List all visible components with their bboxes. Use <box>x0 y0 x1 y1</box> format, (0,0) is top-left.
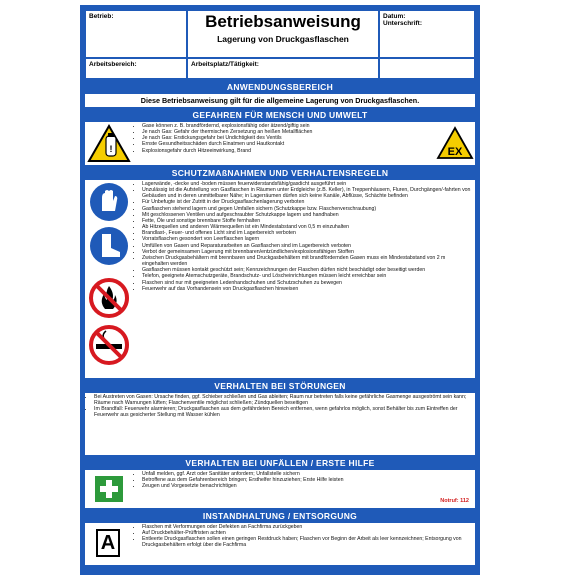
company-field <box>85 10 187 58</box>
list-item: • Entleerte Druckgasflaschen sollen einen geringen Restdruck haben; Flaschen vor Beginn der Arbeit als leer kennzeichnen; Entsorgung von Druckgasbehältern erfolgt über die Fachfirma <box>142 536 473 548</box>
list-item: • Je nach Gas: Erstickungsgefahr bei Undichtigkeit des Ventils <box>142 135 433 141</box>
document-title: Betriebsanweisung <box>205 12 361 31</box>
list-item: • Auf Druckbehälter-Prüffristen achten <box>142 530 473 536</box>
list-item: • Telefon, geeignete Atemschutzgeräte, Brandschutz- und Löscheinrichtungen müssen leicht erreichbar sein <box>142 273 473 279</box>
operating-instruction-sheet <box>80 5 480 575</box>
list-item: • Umfüllen von Gasen und Reparaturarbeiten an Gasflaschen sind im Lagerbereich verboten <box>142 243 473 249</box>
first-aid-icons <box>85 470 133 508</box>
section-title-hazards: GEFAHREN FÜR MENSCH UND UMWELT <box>192 110 368 120</box>
list-item: • Mit geschlossenen Ventilen und aufgeschraubter Schutzkappe lagern und handhaben <box>142 212 473 218</box>
warning-triangle-icon <box>85 122 133 165</box>
list-item: • Betroffene aus dem Gefahrenbereich bringen; Ersthelfer hinzuziehen; Erste Hilfe leisten <box>142 477 473 483</box>
svg-text:!: ! <box>109 144 113 154</box>
list-item: • Ernste Gesundheitsschäden durch Einatmen und Hautkontakt <box>142 141 433 147</box>
list-item: • Gase können z. B. brandfördernd, explosionsfähig oder ätzend/giftig sein <box>142 123 433 129</box>
hazards-panel <box>85 122 475 165</box>
list-item: • Unzulässig ist die Aufstellung von Gasflaschen in Räumen unter Erdgleiche (z.B. Keller), in Treppenhäusern, Fluren, Durchgängen/-fahrten von Gebäuden und in deren unmittelbarer Nähe; in Lagerräumen dürfen sich keine Kanäle, Abflüsse, Schächte befinden <box>142 187 473 199</box>
list-item: • Gasflaschen müssen kontakt geschützt sein; Kennzeichnungen der Flaschen dürfen nicht beschädigt oder beseitigt werden <box>142 267 473 273</box>
list-item: • Fette, Öle und sonstige brennbare Stoffe fernhalten <box>142 218 473 224</box>
safety-boots-icon <box>90 227 128 265</box>
first-aid-cross-icon <box>85 470 133 508</box>
section-title-first-aid: VERHALTEN BEI UNFÄLLEN / ERSTE HILFE <box>185 458 375 468</box>
list-item: • Feuerwehr auf das Vorhandensein von Druckgasflaschen hinweisen <box>142 286 473 292</box>
malfunctions-panel <box>85 393 475 455</box>
first-aid-panel <box>85 470 475 508</box>
no-smoking-icon <box>91 327 127 363</box>
list-item: • Je nach Gas: Gefahr der thermischen Zersetzung an heißen Metallflächen <box>142 129 433 135</box>
list-item: • Brandlast-, Feuer- und offenes Licht sind im Lagerbereich verboten <box>142 230 473 236</box>
maintenance-panel <box>85 523 475 565</box>
mandatory-signs <box>85 180 133 378</box>
signature-label: Unterschrift: <box>383 20 423 27</box>
section-title-maintenance: INSTANDHALTUNG / ENTSORGUNG <box>202 511 358 521</box>
list-item: • Vorratsflaschen gesondert von Leerflaschen lagern <box>142 236 473 242</box>
work-area-field <box>85 58 187 79</box>
hazards-list <box>133 122 435 165</box>
section-title-protective-measures: SCHUTZMAßNAHMEN UND VERHALTENSREGELN <box>171 168 389 178</box>
date-label: Datum: <box>383 13 406 20</box>
scope-text: Diese Betriebsanweisung gilt für die allgemeine Lagerung von Druckgasflaschen. <box>85 94 475 107</box>
company-label: Betrieb: <box>89 13 114 20</box>
list-item: • Bei Austreten von Gasen: Ursache finden, ggf. Schieber schließen und Gas ableiten; Raum nur betreten falls keine gefährliche Gasmenge ausgeströmt sein kann; Räume nach Warnungen lüften; Flaschenventile möglichst schließen; Zündquellen beseitigen <box>94 394 473 406</box>
list-item: • Gasflaschen stehend lagern und gegen Umfallen sichern (Schutzkappe bzw. Flaschenverschraubung) <box>142 206 473 212</box>
header <box>85 10 475 79</box>
first-aid-list <box>133 470 475 508</box>
explosion-ex-icon <box>435 122 475 165</box>
list-item: • Im Brandfall: Feuerwehr alarmieren; Druckgasflaschen aus dem gefährdeten Bereich entfernen, wenn gefahrlos möglich, sonst Behälter bis zum Eintreffen der Feuerwehr aus gesicherter Stellung mit Wasser kühlen <box>94 406 473 418</box>
list-item: • Lagerwände, -decke und -boden müssen feuerwiderstandsfähig/gasdicht ausgeführt sein <box>142 181 473 187</box>
disposal-a-icon: A <box>96 529 120 557</box>
list-item: • Unfall melden, ggf. Arzt oder Sanitäter anfordern; Unfallstelle sichern <box>142 471 473 477</box>
measures-panel <box>85 180 475 378</box>
list-item: • Verbot der gemeinsamen Lagerung mit brennbaren/entzündlichen/explosionsfähigen Stoffen <box>142 249 473 255</box>
list-item: • Ab Hitzequellen und anderen Wärmequellen ist ein Mindestabstand von 0,5 m einzuhalten <box>142 224 473 230</box>
measures-list <box>133 180 475 378</box>
gloves-icon <box>90 183 128 221</box>
section-title-scope: ANWENDUNGSBEREICH <box>226 82 334 92</box>
date-signature-field <box>379 10 475 58</box>
empty-field <box>379 58 475 79</box>
list-item: • Flaschen mit Verformungen oder Defekten an Fachfirma zurückgeben <box>142 524 473 530</box>
no-open-flame-icon <box>91 280 127 316</box>
hazard-icons <box>85 122 133 165</box>
ex-icon-wrap <box>435 122 475 165</box>
svg-text:EX: EX <box>447 146 463 158</box>
work-area-label: Arbeitsbereich: <box>89 61 137 68</box>
workplace-field <box>187 58 379 79</box>
list-item: • Zeugen und Vorgesetzte benachrichtigen <box>142 483 473 489</box>
workplace-label: Arbeitsplatz/Tätigkeit: <box>191 61 259 68</box>
document-subtitle: Lagerung von Druckgasflaschen <box>217 34 349 44</box>
emergency-number: Notruf: 112 <box>440 498 469 504</box>
list-item: • Zwischen Druckgasbehältern mit brennbaren und Druckgasbehältern mit brandfördernden Gasen muss ein Mindestabstand von 2 m eingehalten werden <box>142 255 473 267</box>
measures-icons <box>85 180 133 378</box>
maintenance-icons <box>85 523 133 565</box>
section-title-malfunctions: VERHALTEN BEI STÖRUNGEN <box>214 381 346 391</box>
list-item: • Für Unbefugte ist der Zutritt in der Druckgasflaschenlagerung verboten <box>142 199 473 205</box>
maintenance-list <box>133 523 475 565</box>
list-item: • Explosionsgefahr durch Hitzeeinwirkung, Brand <box>142 148 433 154</box>
list-item: • Flaschen sind nur mit geeigneten Ledenhandschuhen und Schutzschuhen zu bewegen <box>142 280 473 286</box>
malfunctions-list <box>85 393 475 455</box>
